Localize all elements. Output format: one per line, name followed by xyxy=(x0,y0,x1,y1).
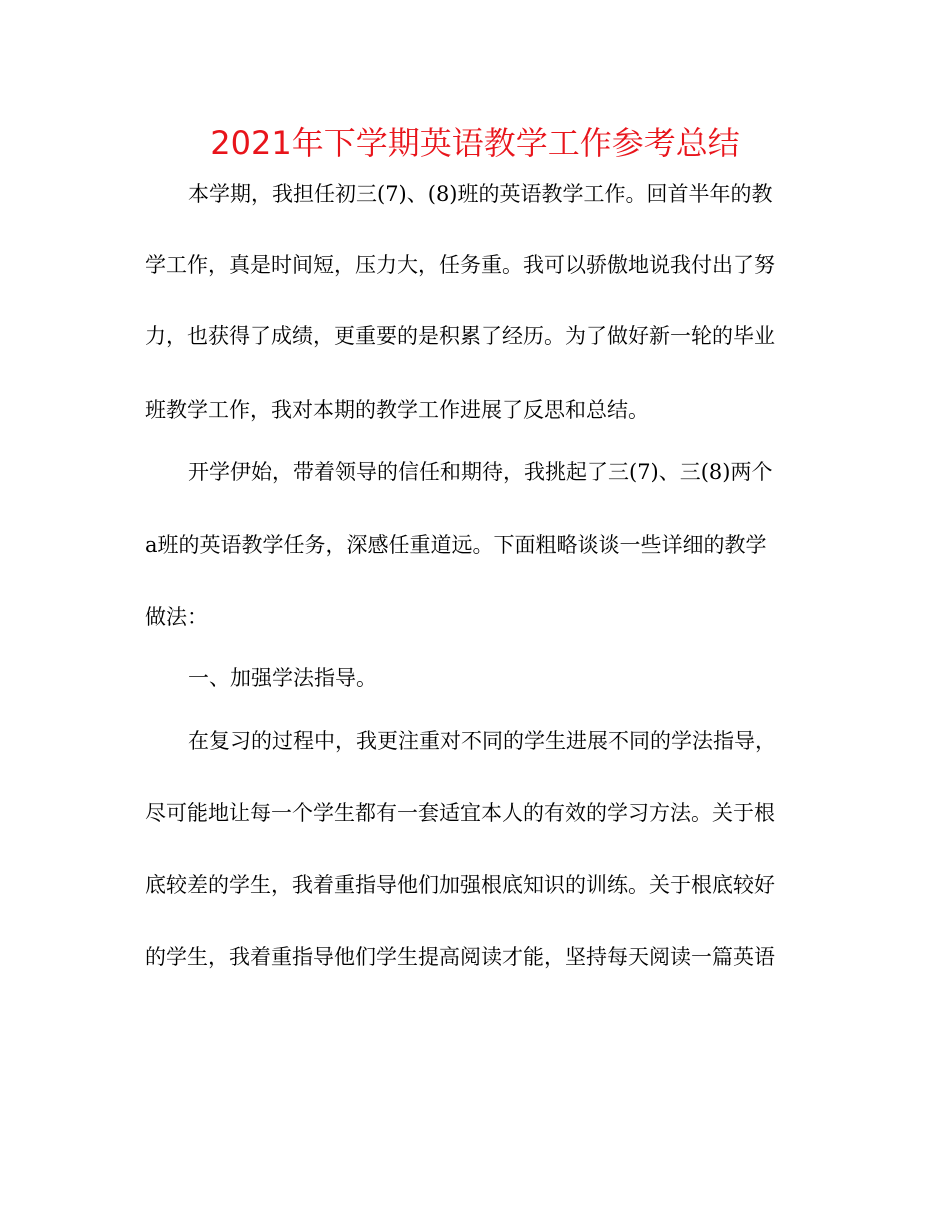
paragraph-1-line-1: 本学期，我担任初三(7)、(8)班的英语教学工作。回首半年的教 xyxy=(188,182,773,206)
paragraph-4-line-2: 尽可能地让每一个学生都有一套适宜本人的有效的学习方法。关于根 xyxy=(145,801,775,825)
paragraph-2-line-1: 开学伊始，带着领导的信任和期待，我挑起了三(7)、三(8)两个 xyxy=(188,460,773,484)
section-heading-1: 一、加强学法指导。 xyxy=(188,666,377,690)
paragraph-1-line-3: 力，也获得了成绩，更重要的是积累了经历。为了做好新一轮的毕业 xyxy=(145,324,775,348)
paragraph-4-line-3: 底较差的学生，我着重指导他们加强根底知识的训练。关于根底较好 xyxy=(145,873,775,897)
document-title: 2021年下学期英语教学工作参考总结 xyxy=(210,124,740,162)
paragraph-4-line-4: 的学生，我着重指导他们学生提高阅读才能，坚持每天阅读一篇英语 xyxy=(145,945,775,969)
paragraph-2-line-2: a班的英语教学任务，深感任重道远。下面粗略谈谈一些详细的教学 xyxy=(145,533,767,557)
paragraph-2-line-3: 做法： xyxy=(145,605,208,629)
paragraph-1-line-4: 班教学工作，我对本期的教学工作进展了反思和总结。 xyxy=(145,398,649,422)
paragraph-1-line-2: 学工作，真是时间短，压力大，任务重。我可以骄傲地说我付出了努 xyxy=(145,253,775,277)
paragraph-4-line-1: 在复习的过程中，我更注重对不同的学生进展不同的学法指导， xyxy=(188,729,776,753)
